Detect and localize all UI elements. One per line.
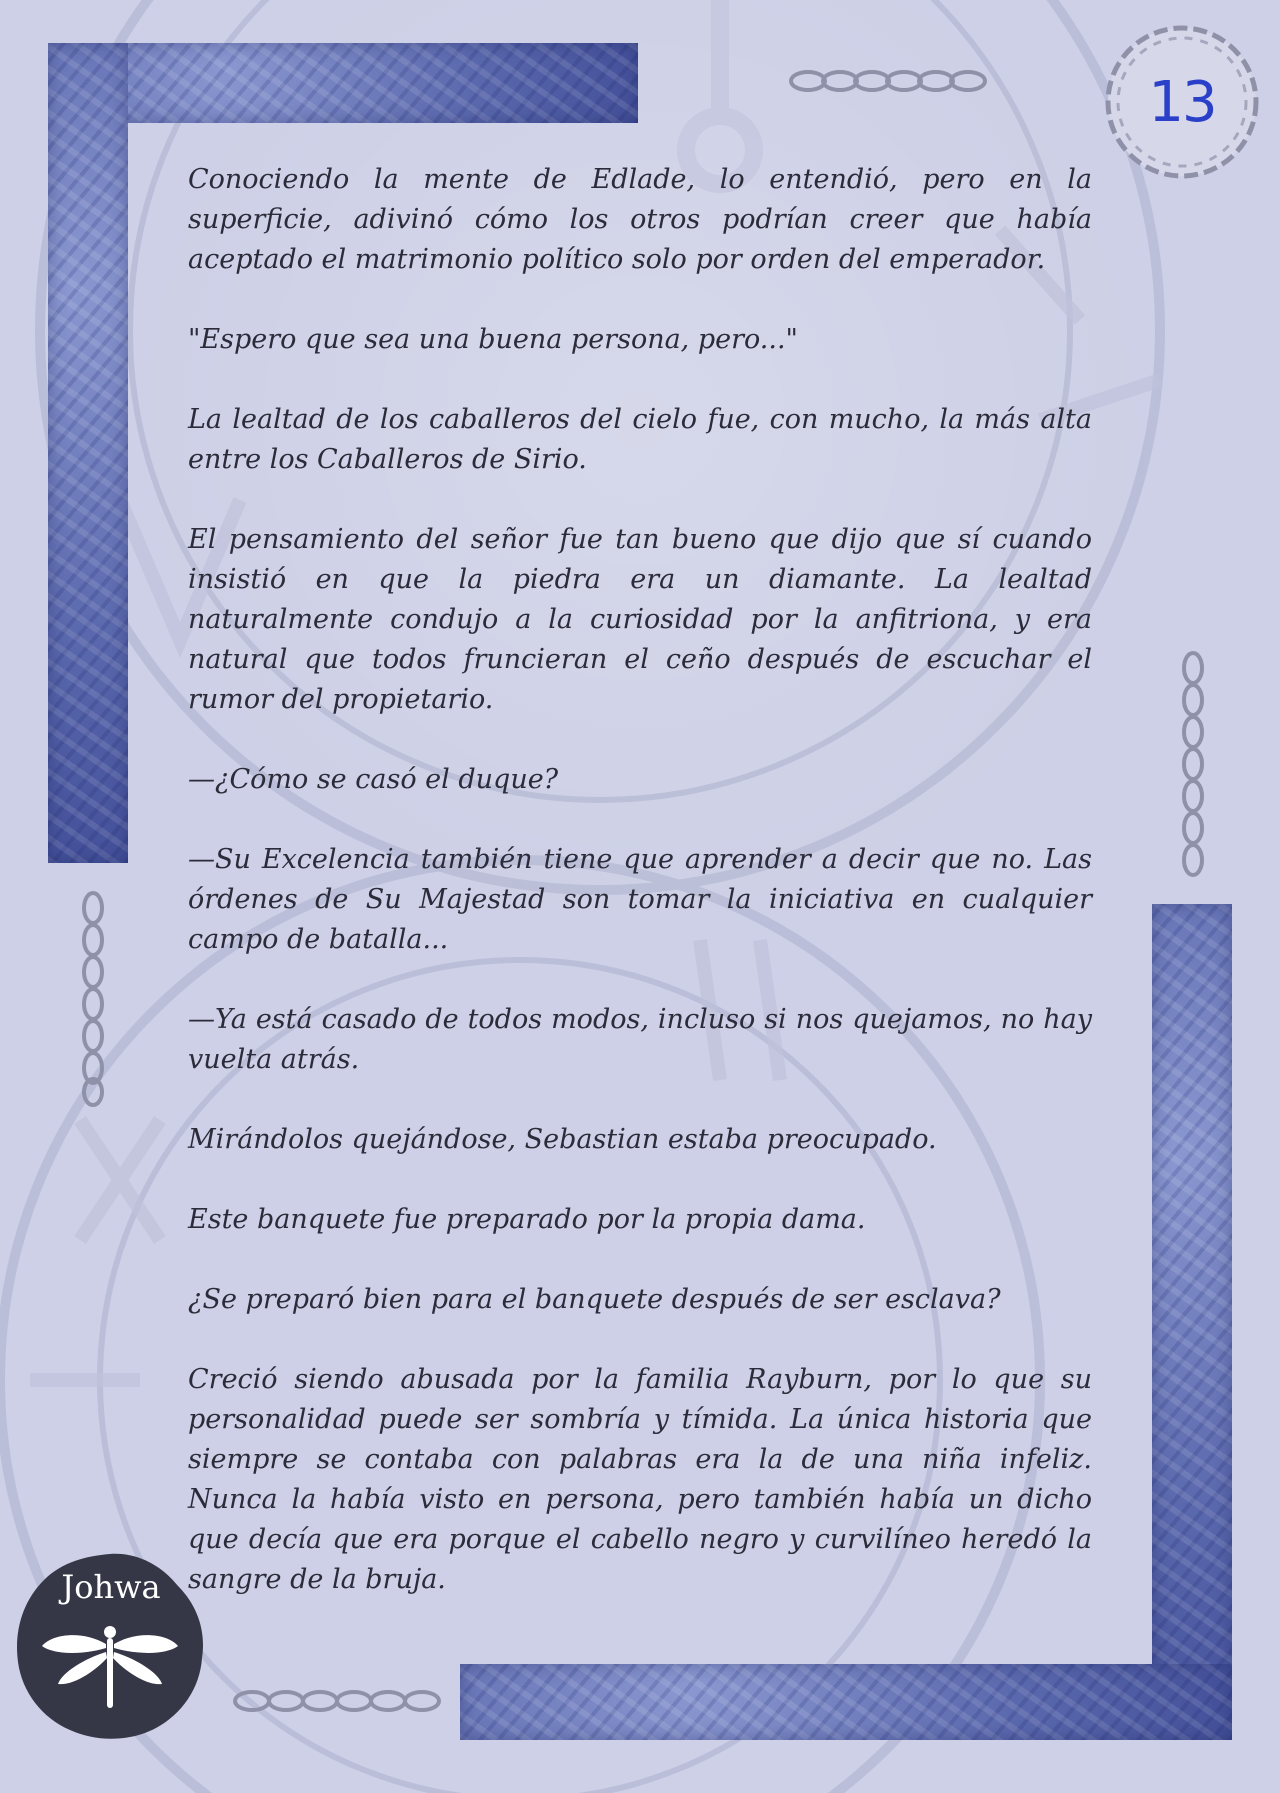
paragraph: Creció siendo abusada por la familia Rayburn, por lo que su personalidad puede ser sombría y tímida. La única historia que siempre se contaba con palabras era la de una niña infeliz. Nunca la había visto en persona, pero también había un dicho que decía que era porque el cabello negro y curvilíneo heredó la sangre de la bruja. [188, 1364, 1092, 1595]
paragraph: La lealtad de los caballeros del cielo fue, con mucho, la más alta entre los Caballeros de Sirio. [188, 404, 1092, 475]
chain-top-decoration [788, 66, 988, 96]
logo-text: Johwa [61, 1568, 161, 1606]
chain-right-decoration [1178, 650, 1208, 884]
paragraph: Conociendo la mente de Edlade, lo entendió, pero en la superficie, adivinó cómo los otros podrían creer que había aceptado el matrimonio político solo por orden del emperador. [188, 164, 1092, 275]
paragraph: El pensamiento del señor fue tan bueno que dijo que sí cuando insistió en que la piedra era un diamante. La lealtad naturalmente condujo a la curiosidad por la anfitriona, y era natural que todos fruncieran el ceño después de escuchar el rumor del propietario. [188, 524, 1092, 715]
paragraph: Mirándolos quejándose, Sebastian estaba preocupado. [188, 1124, 937, 1155]
story-text [188, 160, 1092, 1600]
paragraph: —Ya está casado de todos modos, incluso si nos quejamos, no hay vuelta atrás. [188, 1004, 1092, 1075]
paragraph: —¿Cómo se casó el duque? [188, 764, 559, 795]
top-left-band-horizontal [48, 43, 638, 123]
bottom-right-band-horizontal [460, 1664, 1232, 1740]
paragraph: —Su Excelencia también tiene que aprender a decir que no. Las órdenes de Su Majestad son tomar la iniciativa en cualquier campo de batalla... [188, 844, 1092, 955]
top-left-band-vertical [48, 43, 128, 863]
paragraph: "Espero que sea una buena persona, pero..." [188, 324, 798, 355]
paragraph: Este banquete fue preparado por la propia dama. [188, 1204, 866, 1235]
page-number: 13 [1148, 69, 1216, 135]
bottom-right-band-vertical [1152, 904, 1232, 1740]
paragraph: ¿Se preparó bien para el banquete después de ser esclava? [188, 1284, 1001, 1315]
chain-bottom-decoration [232, 1686, 444, 1716]
chain-left-decoration [78, 890, 108, 1110]
